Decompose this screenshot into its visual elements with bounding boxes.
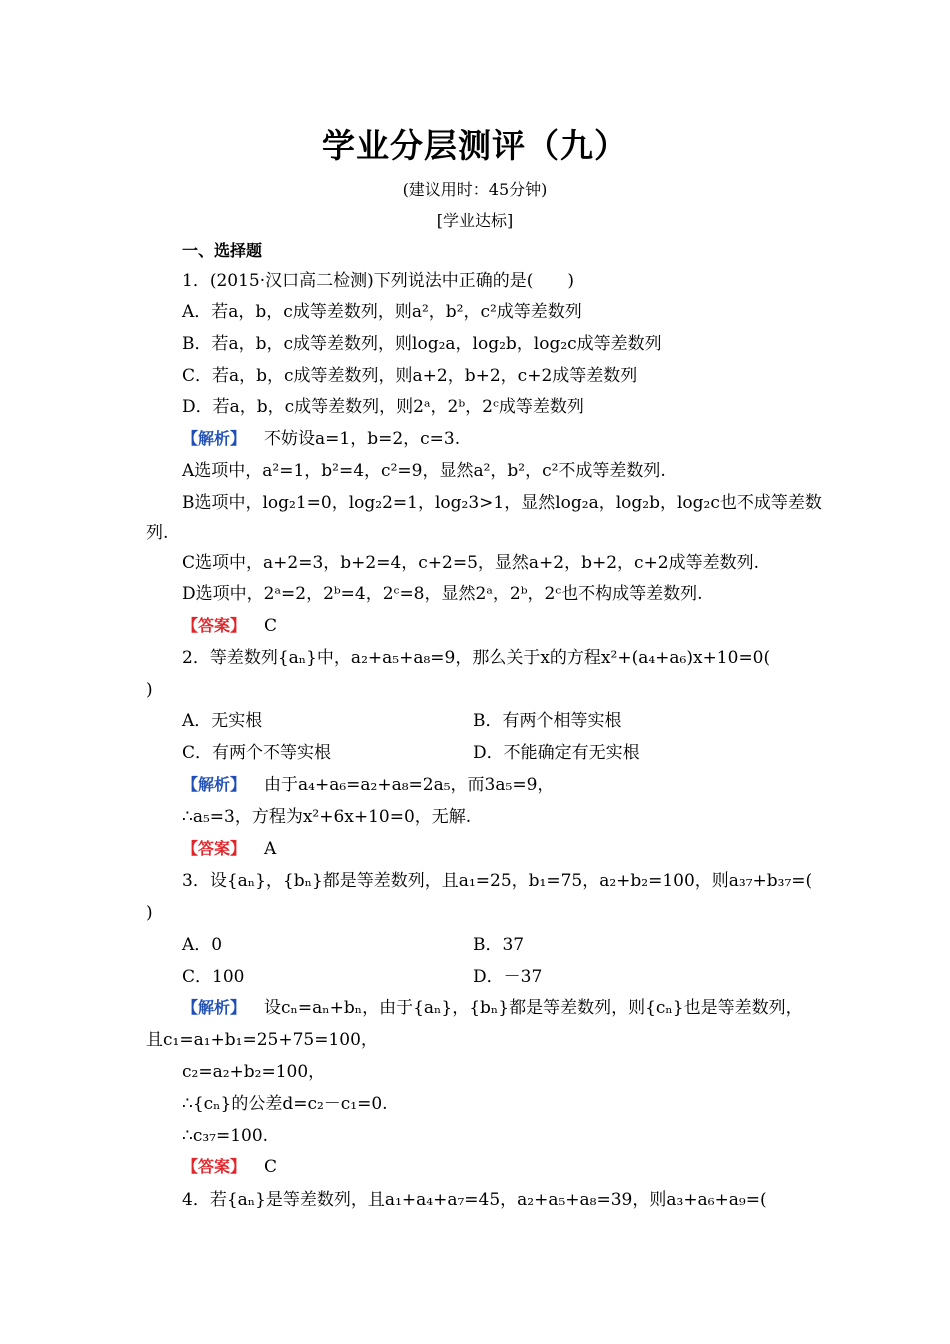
q3-jiexi-text: 设cₙ=aₙ+bₙ，由于{aₙ}，{bₙ}都是等差数列，则{cₙ}也是等差数列， — [264, 998, 803, 1018]
q2-jiexi-text: 由于a₄+a₆=a₂+a₈=2a₅，而3a₅=9， — [264, 775, 555, 795]
q3-analysis-line2: 且c₁=a₁+b₁=25+75=100， — [146, 1030, 378, 1050]
q3-analysis-line4: ∴{cₙ}的公差d=c₂－c₁=0. — [182, 1094, 388, 1114]
daan-tag: 【答案】 — [182, 616, 247, 635]
q3-option-c: C．100 — [182, 967, 245, 987]
q1-jiexi-text: 不妨设a=1，b=2，c=3. — [264, 429, 461, 449]
q3-answer-value: C — [264, 1157, 278, 1177]
q4-stem: 4．若{aₙ}是等差数列，且a₁+a₄+a₇=45，a₂+a₅+a₈=39，则a₃+a₆+a₉=( — [182, 1190, 767, 1210]
q1-analysis-d: D选项中，2ᵃ=2，2ᵇ=4，2ᶜ=8，显然2ᵃ，2ᵇ，2ᶜ也不构成等差数列. — [182, 584, 703, 604]
q1-analysis-a: A选项中，a²=1，b²=4，c²=9，显然a²，b²，c²不成等差数列. — [182, 461, 666, 481]
q2-stem-cont: ) — [146, 680, 153, 700]
jiexi-tag: 【解析】 — [182, 998, 247, 1017]
q2-answer — [182, 838, 276, 860]
q1-analysis-b-cont: 列. — [146, 523, 169, 543]
q2-jiexi — [182, 774, 554, 796]
q1-option-a: A．若a，b，c成等差数列，则a²，b²，c²成等差数列 — [182, 302, 582, 322]
q2-option-b: B．有两个相等实根 — [473, 711, 622, 731]
q2-stem: 2．等差数列{aₙ}中，a₂+a₅+a₈=9，那么关于x的方程x²+(a₄+a₆)x+10=0( — [182, 648, 771, 668]
q3-stem: 3．设{aₙ}，{bₙ}都是等差数列，且a₁=25，b₁=75，a₂+b₂=100，则a₃₇+b₃₇=( — [182, 871, 813, 891]
q3-option-a: A．0 — [182, 935, 223, 955]
q3-analysis-line5: ∴c₃₇=100. — [182, 1126, 269, 1146]
page-title: 学业分层测评（九） — [322, 126, 628, 165]
q1-stem: 1．(2015·汉口高二检测)下列说法中正确的是( ) — [182, 271, 575, 291]
q1-option-b: B．若a，b，c成等差数列，则log₂a，log₂b，log₂c成等差数列 — [182, 334, 662, 354]
q3-analysis-line3: c₂=a₂+b₂=100， — [182, 1062, 326, 1082]
q3-jiexi — [182, 997, 803, 1019]
daan-tag: 【答案】 — [182, 1157, 247, 1176]
q3-option-d: D．－37 — [473, 967, 543, 987]
q2-analysis-line2: ∴a₅=3，方程为x²+6x+10=0，无解. — [182, 807, 472, 827]
q1-answer-value: C — [264, 616, 278, 636]
q2-option-d: D．不能确定有无实根 — [473, 743, 640, 763]
time-note: (建议用时：45分钟) — [402, 180, 548, 199]
q3-answer — [182, 1156, 277, 1178]
q1-option-d: D．若a，b，c成等差数列，则2ᵃ，2ᵇ，2ᶜ成等差数列 — [182, 397, 584, 417]
q1-analysis-c: C选项中，a+2=3，b+2=4，c+2=5，显然a+2，b+2，c+2成等差数列. — [182, 553, 760, 573]
q1-answer — [182, 615, 277, 637]
part-heading: 一、选择题 — [182, 241, 263, 260]
jiexi-tag: 【解析】 — [182, 429, 247, 448]
jiexi-tag: 【解析】 — [182, 775, 247, 794]
q3-option-b: B．37 — [473, 935, 525, 955]
q1-jiexi — [182, 428, 460, 450]
q2-answer-value: A — [264, 839, 277, 859]
q2-option-c: C．有两个不等实根 — [182, 743, 332, 763]
daan-tag: 【答案】 — [182, 839, 247, 858]
q2-option-a: A．无实根 — [182, 711, 263, 731]
q1-analysis-b: B选项中，log₂1=0，log₂2=1，log₂3>1，显然log₂a，log₂b，log₂c也不成等差数 — [182, 493, 822, 513]
q3-stem-cont: ) — [146, 903, 153, 923]
q1-option-c: C．若a，b，c成等差数列，则a+2，b+2，c+2成等差数列 — [182, 366, 638, 386]
section-label: [学业达标] — [436, 211, 514, 230]
